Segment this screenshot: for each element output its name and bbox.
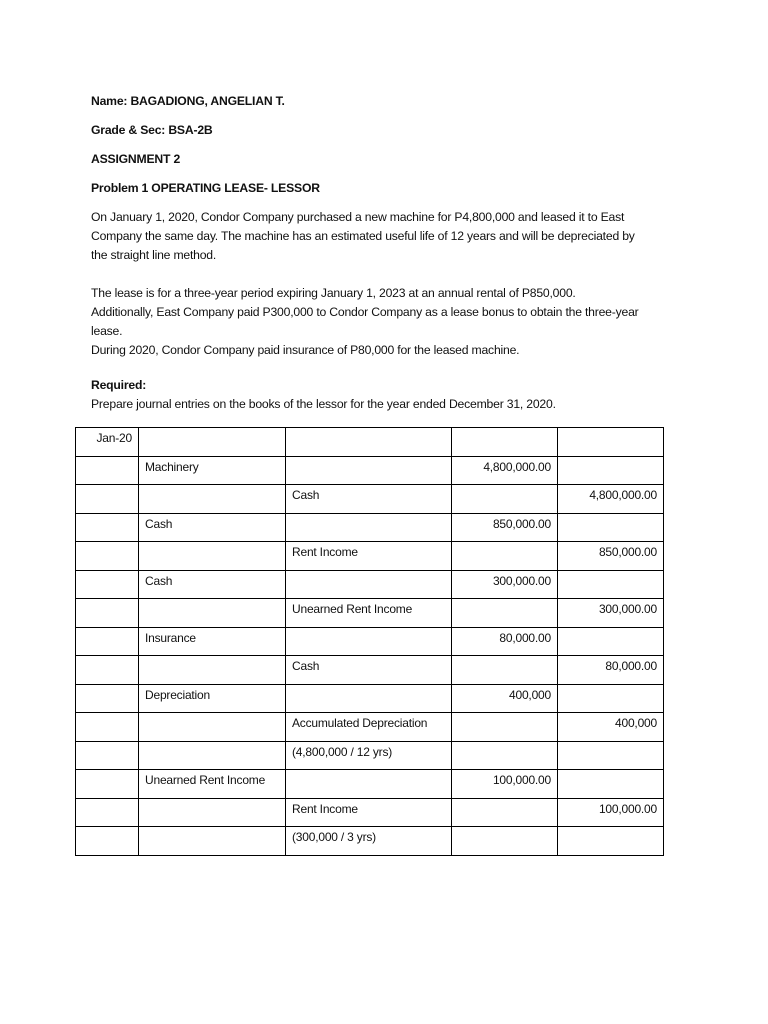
credit-account-cell <box>286 513 452 542</box>
date-cell <box>76 456 139 485</box>
debit-amount-cell: 300,000.00 <box>452 570 558 599</box>
table-row <box>76 456 664 485</box>
table-row <box>76 684 664 713</box>
credit-amount-cell <box>558 684 664 713</box>
date-cell <box>76 599 139 628</box>
debit-account-cell: Unearned Rent Income <box>139 770 286 799</box>
credit-amount-cell: 100,000.00 <box>558 798 664 827</box>
credit-amount-cell <box>558 827 664 856</box>
debit-account-cell <box>139 741 286 770</box>
date-cell <box>76 741 139 770</box>
grade-section: Grade & Sec: BSA-2B <box>91 123 213 137</box>
table-row <box>76 542 664 571</box>
date-cell <box>76 570 139 599</box>
debit-account-cell <box>139 827 286 856</box>
debit-amount-cell <box>452 827 558 856</box>
credit-amount-cell <box>558 770 664 799</box>
debit-amount-cell <box>452 656 558 685</box>
paragraph-line: Company the same day. The machine has an estimated useful life of 12 years and will be depreciated by <box>91 229 635 243</box>
paragraph-line: lease. <box>91 324 123 338</box>
student-name: Name: BAGADIONG, ANGELIAN T. <box>91 94 285 108</box>
debit-account-cell: Cash <box>139 570 286 599</box>
credit-account-cell <box>286 684 452 713</box>
paragraph-line: The lease is for a three-year period expiring January 1, 2023 at an annual rental of P850,000. <box>91 286 576 300</box>
table-row <box>76 741 664 770</box>
date-cell <box>76 770 139 799</box>
table-row <box>76 627 664 656</box>
table-row <box>76 770 664 799</box>
paragraph-line: During 2020, Condor Company paid insurance of P80,000 for the leased machine. <box>91 343 520 357</box>
problem-title: Problem 1 OPERATING LEASE- LESSOR <box>91 181 320 195</box>
table-row <box>76 656 664 685</box>
credit-amount-cell: 850,000.00 <box>558 542 664 571</box>
paragraph-line: the straight line method. <box>91 248 217 262</box>
date-cell <box>76 513 139 542</box>
debit-amount-cell: 80,000.00 <box>452 627 558 656</box>
credit-account-cell: Cash <box>286 485 452 514</box>
credit-account-cell: Cash <box>286 656 452 685</box>
problem-paragraph-2 <box>91 284 691 360</box>
debit-amount-cell <box>452 713 558 742</box>
debit-account-cell: Machinery <box>139 456 286 485</box>
credit-amount-cell: 400,000 <box>558 713 664 742</box>
credit-account-cell <box>286 570 452 599</box>
date-cell <box>76 827 139 856</box>
debit-account-cell: Insurance <box>139 627 286 656</box>
debit-amount-cell: 400,000 <box>452 684 558 713</box>
debit-amount-cell <box>452 485 558 514</box>
credit-account-cell <box>286 627 452 656</box>
credit-account-cell: Rent Income <box>286 542 452 571</box>
debit-account-cell <box>139 485 286 514</box>
debit-amount-cell <box>452 741 558 770</box>
debit-amount-cell <box>452 428 558 457</box>
debit-amount-cell: 100,000.00 <box>452 770 558 799</box>
credit-amount-cell <box>558 513 664 542</box>
credit-account-cell: Accumulated Depreciation <box>286 713 452 742</box>
debit-amount-cell <box>452 599 558 628</box>
date-cell: Jan-20 <box>76 428 139 457</box>
credit-account-cell: Rent Income <box>286 798 452 827</box>
date-cell <box>76 684 139 713</box>
date-cell <box>76 542 139 571</box>
table-row <box>76 570 664 599</box>
debit-account-cell <box>139 428 286 457</box>
debit-account-cell <box>139 798 286 827</box>
assignment-title: ASSIGNMENT 2 <box>91 152 181 166</box>
paragraph-line: Additionally, East Company paid P300,000 to Condor Company as a lease bonus to obtain the three-year <box>91 305 639 319</box>
date-cell <box>76 485 139 514</box>
credit-amount-cell <box>558 741 664 770</box>
credit-amount-cell: 80,000.00 <box>558 656 664 685</box>
debit-amount-cell: 4,800,000.00 <box>452 456 558 485</box>
credit-account-cell <box>286 428 452 457</box>
debit-amount-cell <box>452 542 558 571</box>
credit-amount-cell <box>558 428 664 457</box>
debit-account-cell <box>139 713 286 742</box>
debit-amount-cell <box>452 798 558 827</box>
paragraph-line: On January 1, 2020, Condor Company purchased a new machine for P4,800,000 and leased it to East <box>91 210 625 224</box>
table-row <box>76 513 664 542</box>
date-cell <box>76 798 139 827</box>
credit-account-cell: Unearned Rent Income <box>286 599 452 628</box>
table-row <box>76 428 664 457</box>
debit-account-cell <box>139 542 286 571</box>
required-label: Required: <box>91 378 147 392</box>
debit-amount-cell: 850,000.00 <box>452 513 558 542</box>
debit-account-cell <box>139 599 286 628</box>
journal-entries-table <box>75 427 664 856</box>
credit-amount-cell <box>558 627 664 656</box>
credit-account-cell: (300,000 / 3 yrs) <box>286 827 452 856</box>
required-text: Prepare journal entries on the books of the lessor for the year ended December 31, 2020. <box>91 397 556 411</box>
credit-account-cell: (4,800,000 / 12 yrs) <box>286 741 452 770</box>
date-cell <box>76 627 139 656</box>
table-row <box>76 599 664 628</box>
table-row <box>76 713 664 742</box>
date-cell <box>76 656 139 685</box>
table-row <box>76 798 664 827</box>
debit-account-cell: Depreciation <box>139 684 286 713</box>
credit-amount-cell: 4,800,000.00 <box>558 485 664 514</box>
debit-account-cell: Cash <box>139 513 286 542</box>
credit-account-cell <box>286 770 452 799</box>
credit-amount-cell: 300,000.00 <box>558 599 664 628</box>
table-row <box>76 485 664 514</box>
date-cell <box>76 713 139 742</box>
problem-paragraph-1 <box>91 208 691 265</box>
credit-amount-cell <box>558 570 664 599</box>
credit-account-cell <box>286 456 452 485</box>
debit-account-cell <box>139 656 286 685</box>
table-row <box>76 827 664 856</box>
credit-amount-cell <box>558 456 664 485</box>
